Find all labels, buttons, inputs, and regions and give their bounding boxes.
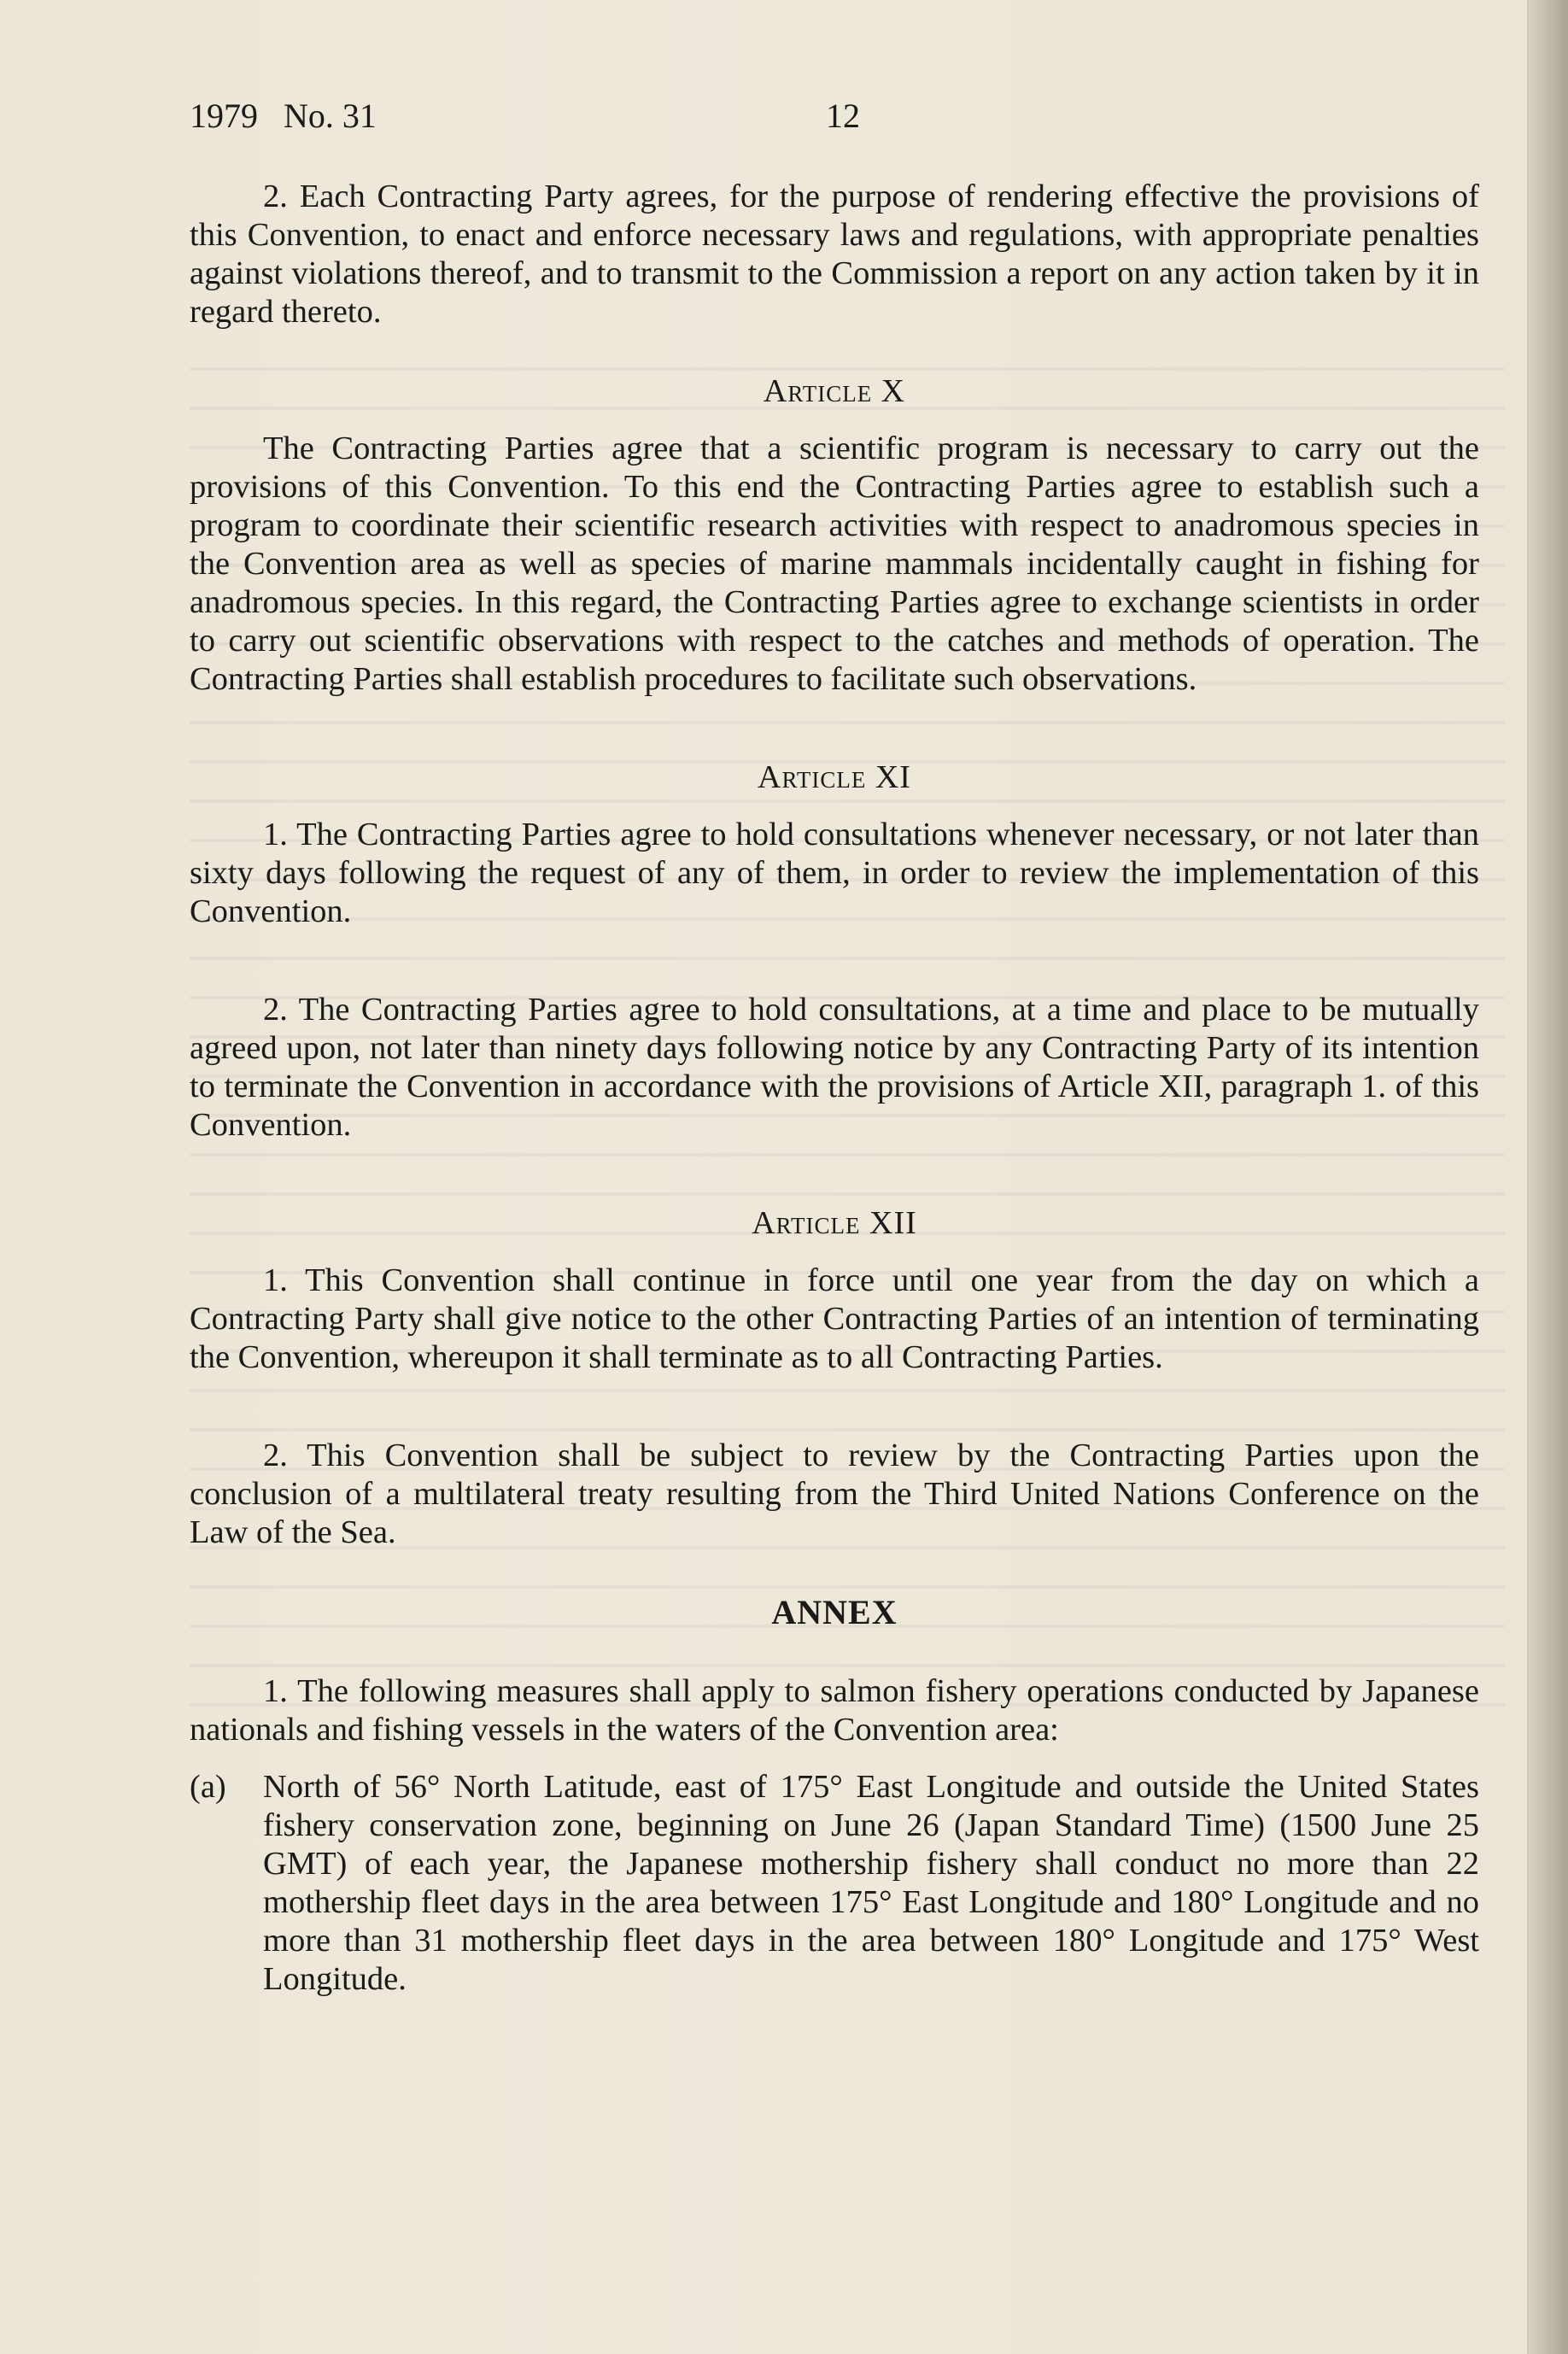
annex-item-a: [190, 1768, 1479, 1999]
article-xii-heading: Article XII: [752, 1205, 917, 1241]
article-xii-paragraph-1: 1. This Convention shall continue in force until one year from the day on which a Contracting Party shall give notice to the other Contracting Parties of an intention of terminating the Convention, whereupon it shall terminate as to all Contracting Parties.: [190, 1262, 1479, 1375]
annex-heading: ANNEX: [771, 1593, 898, 1631]
item-a-label: (a): [190, 1769, 226, 1805]
document-body: [190, 178, 1479, 1999]
article-ix-paragraph-2: 2. Each Contracting Party agrees, for the purpose of rendering effective the provisions of this Convention, to enact and enforce necessary laws and regulations, with appropriate penalties against violations thereof, and to transmit to the Commission a report on any action taken by it in regard thereto.: [190, 179, 1479, 330]
item-a-text: North of 56° North Latitude, east of 175° East Longitude and outside the United States fishery conservation zone, beginning on June 26 (Japan Standard Time) (1500 June 25 GMT) of each year, the Japanese mothership fishery shall conduct no more than 22 mothership fleet days in the area between 175° East Longitude and 180° Longitude and no more than 31 mothership fleet days in the area between 180° Longitude and 175° West Longitude.: [263, 1769, 1479, 1997]
article-x-heading: Article X: [763, 373, 906, 409]
publication-reference: 1979 No. 31: [190, 97, 377, 135]
article-xi-paragraph-2: 2. The Contracting Parties agree to hold consultations, at a time and place to be mutually agreed upon, not later than ninety days following notice by any Contracting Party of its intention to terminate the Convention in accordance with the provisions of Article XII, paragraph 1. of this Convention.: [190, 992, 1479, 1143]
article-xi-heading: Article XI: [758, 759, 911, 795]
article-x-paragraph: The Contracting Parties agree that a scientific program is necessary to carry out the provisions of this Convention. To this end the Contracting Parties agree to establish such a program to coordinate their scientific research activities with respect to anadromous species in the Convention area as well as species of marine mammals incidentally caught in fishing for anadromous species. In this regard, the Contracting Parties agree to exchange scientists in order to carry out scientific observations with respect to the catches and methods of operation. The Contracting Parties shall establish procedures to facilitate such observations.: [190, 430, 1479, 697]
annex-paragraph-1: 1. The following measures shall apply to salmon fishery operations conducted by Japanese nationals and fishing vessels in the waters of the Convention area:: [190, 1673, 1479, 1748]
article-xii-paragraph-2: 2. This Convention shall be subject to review by the Contracting Parties upon the conclusion of a multilateral treaty resulting from the Third United Nations Conference on the Law of the Sea.: [190, 1438, 1479, 1550]
article-xi-paragraph-1: 1. The Contracting Parties agree to hold consultations whenever necessary, or not later than sixty days following the request of any of them, in order to review the implementation of this Convention.: [190, 817, 1479, 929]
page-number: 12: [826, 97, 860, 135]
book-spine-edge: [1527, 0, 1568, 2354]
